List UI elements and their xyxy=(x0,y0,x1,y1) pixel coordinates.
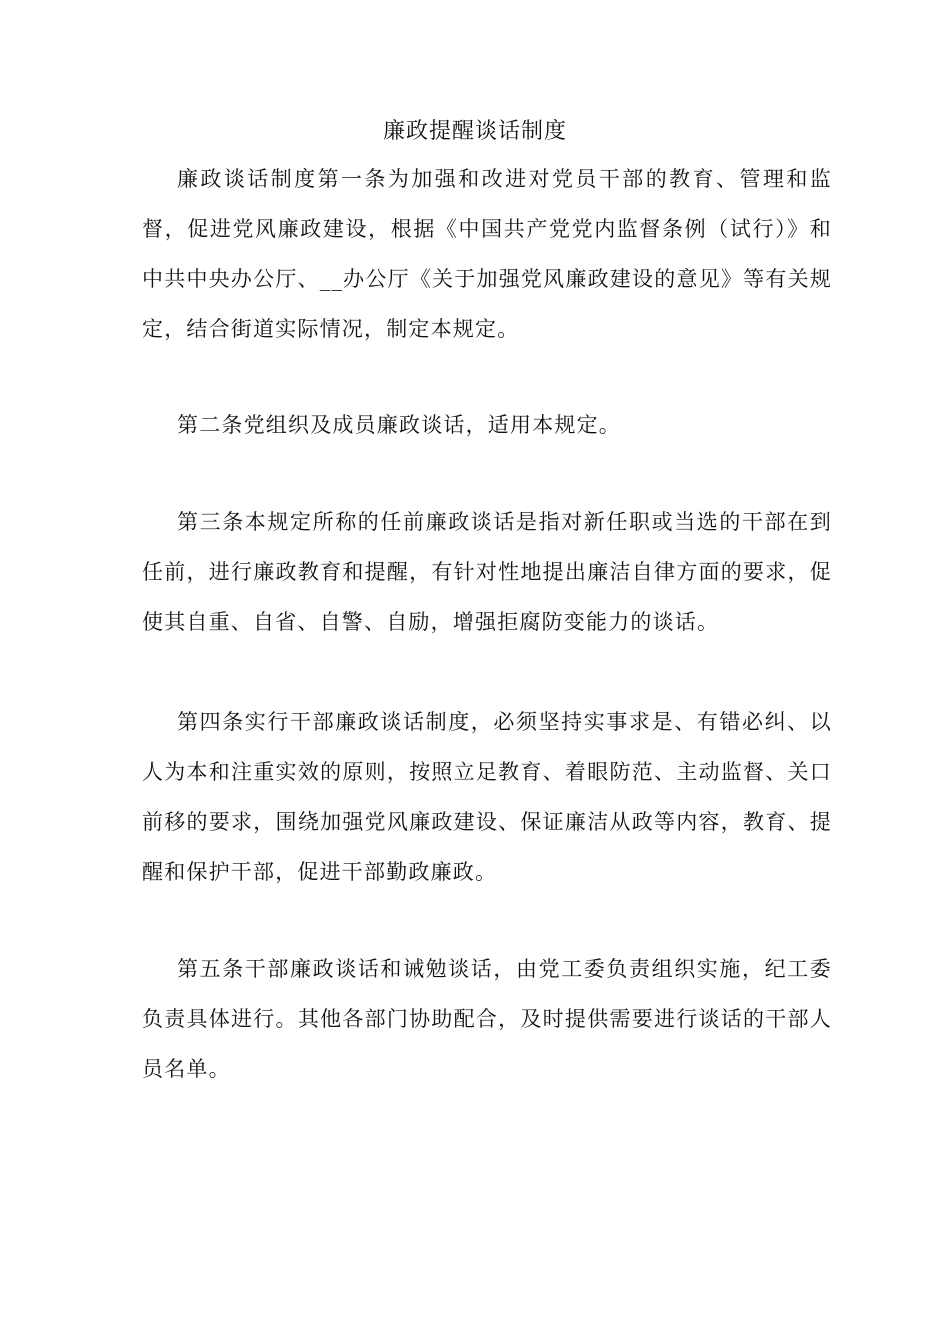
paragraph-article-5: 第五条干部廉政谈话和诫勉谈话，由党工委负责组织实施，纪工委负责具体进行。其他各部门协助配合，及时提供需要进行谈话的干部人员名单。 xyxy=(142,957,832,1081)
paragraph-article-3: 第三条本规定所称的任前廉政谈话是指对新任职或当选的干部在到任前，进行廉政教育和提醒，有针对性地提出廉洁自律方面的要求，促使其自重、自省、自警、自励，增强拒腐防变能力的谈话。 xyxy=(142,510,832,634)
paragraph-article-4: 第四条实行干部廉政谈话制度，必须坚持实事求是、有错必纠、以人为本和注重实效的原则，按照立足教育、着眼防范、主动监督、关口前移的要求，围绕加强党风廉政建设、保证廉洁从政等内容，教育、提醒和保护干部，促进干部勤政廉政。 xyxy=(142,710,832,884)
paragraph-article-1: 廉政谈话制度第一条为加强和改进对党员干部的教育、管理和监督，促进党风廉政建设，根据《中国共产党党内监督条例（试行）》和中共中央办公厅、__办公厅《关于加强党风廉政建设的意见》等有关规定，结合街道实际情况，制定本规定。 xyxy=(142,167,832,341)
document-title: 廉政提醒谈话制度 xyxy=(382,119,567,144)
paragraph-article-2: 第二条党组织及成员廉政谈话，适用本规定。 xyxy=(177,413,621,437)
